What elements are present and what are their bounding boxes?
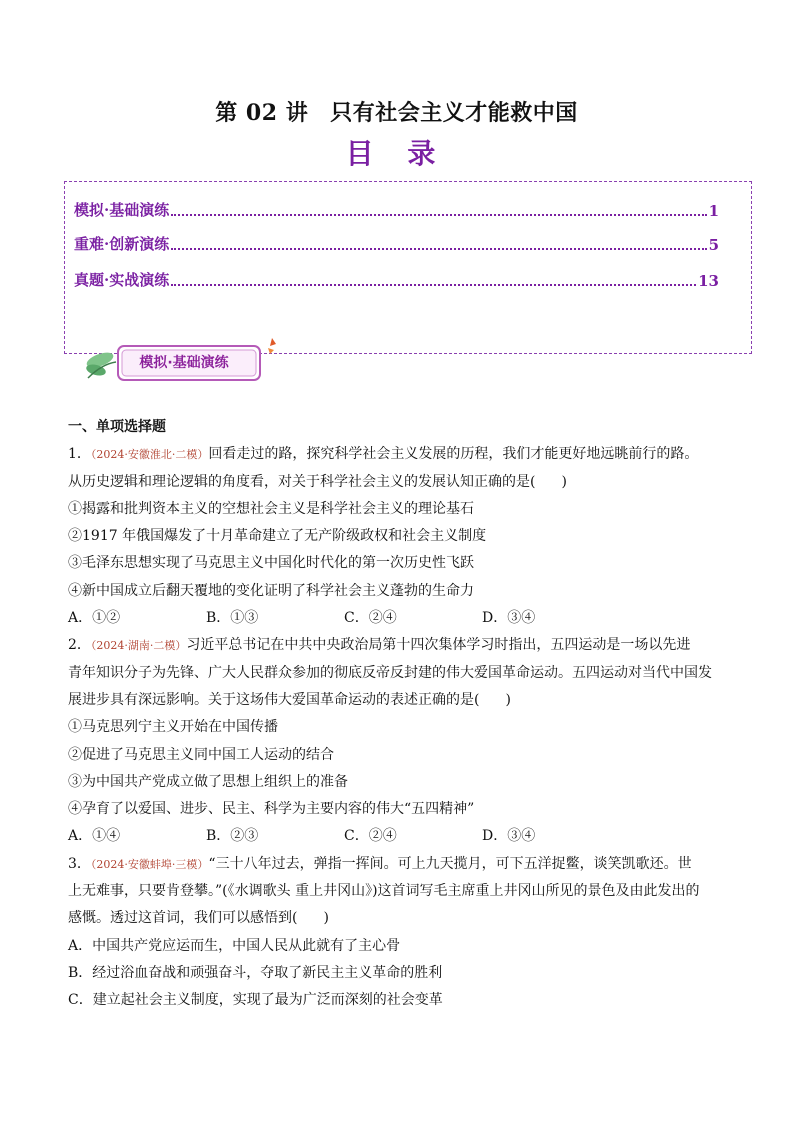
question-stem: 3．（2024·安徽蚌埠·三模）“三十八年过去，弹指一挥间。可上九天揽月，可下五洋捉鳖，谈笑凯歌还。世: [68, 855, 692, 872]
question-stem-cont: 从历史逻辑和理论逻辑的角度看，对关于科学社会主义的发展认知正确的是( ): [68, 473, 567, 490]
section-banner-label: 模拟·基础演练: [139, 355, 229, 371]
spark-icon: [270, 338, 276, 346]
toc-leader-dots: [171, 248, 706, 250]
question-list: [68, 414, 730, 1015]
option-b[interactable]: B．经过浴血奋战和顽强奋斗，夺取了新民主主义革命的胜利: [68, 964, 443, 981]
statement-item: ②促进了马克思主义同中国工人运动的结合: [68, 746, 334, 763]
option-d[interactable]: D．③④: [482, 828, 536, 845]
toc-entry-label: 重难·创新演练: [74, 235, 170, 253]
question-stem-cont: 展进步具有深远影响。关于这场伟大爱国革命运动的表述正确的是( ): [68, 691, 511, 708]
lecture-number: 第 02 讲: [215, 100, 309, 126]
answer-options: [68, 605, 730, 632]
answer-options: [68, 823, 730, 850]
toc-leader-dots: [171, 284, 696, 286]
option-a[interactable]: A．中国共产党应运而生，中国人民从此就有了主心骨: [68, 937, 401, 954]
option-d[interactable]: D．③④: [482, 610, 536, 627]
section-title: 一、单项选择题: [68, 419, 166, 435]
toc-entry-label: 模拟·基础演练: [74, 201, 170, 219]
statement-item: ①马克思列宁主义开始在中国传播: [68, 719, 278, 736]
option-c[interactable]: C．②④: [344, 610, 397, 627]
statement-item: ③毛泽东思想实现了马克思主义中国化时代化的第一次历史性飞跃: [68, 555, 474, 572]
toc-entry-page: 13: [698, 272, 719, 290]
statement-item: ①揭露和批判资本主义的空想社会主义是科学社会主义的理论基石: [68, 500, 474, 517]
statement-item: ④新中国成立后翻天覆地的变化证明了科学社会主义蓬勃的生命力: [68, 582, 474, 599]
toc-entry[interactable]: [74, 268, 719, 290]
toc-heading: 目 录: [345, 137, 448, 170]
question-source: （2024·安徽蚌埠·三模）: [90, 857, 209, 871]
toc-leader-dots: [171, 214, 706, 216]
statement-item: ③为中国共产党成立做了思想上组织上的准备: [68, 773, 348, 790]
leaf-decoration-icon: [85, 350, 116, 378]
question-stem-cont: 青年知识分子为先锋、广大人民群众参加的彻底反帝反封建的伟大爱国革命运动。五四运动对当代中国发: [68, 664, 712, 681]
question-stem-cont: 上无难事，只要肯登攀。”(《水调歌头 重上井冈山》)这首词写毛主席重上井冈山所见的景色及由此发出的: [68, 883, 700, 900]
option-c[interactable]: C．建立起社会主义制度，实现了最为广泛而深刻的社会变革: [68, 992, 443, 1009]
question-stem: 1．（2024·安徽淮北·二模）回看走过的路，探究科学社会主义发展的历程，我们才能更好地远眺前行的路。: [68, 446, 699, 463]
page-title: [0, 96, 793, 127]
option-c[interactable]: C．②④: [344, 828, 397, 845]
statement-item: ②1917 年俄国爆发了十月革命建立了无产阶级政权和社会主义制度: [68, 528, 487, 545]
toc-entry[interactable]: [74, 198, 719, 220]
question-source: （2024·安徽淮北·二模）: [90, 448, 209, 462]
statement-item: ④孕育了以爱国、进步、民主、科学为主要内容的伟大“五四精神”: [68, 801, 475, 818]
question-source: （2024·湖南·二模）: [90, 639, 187, 653]
table-of-contents: [64, 181, 752, 354]
toc-entry-page: 1: [708, 202, 719, 220]
question-stem-cont: 感慨。透过这首词，我们可以感悟到( ): [68, 910, 329, 927]
toc-entry-page: 5: [708, 236, 719, 254]
lecture-title: 只有社会主义才能救中国: [330, 100, 578, 126]
option-a[interactable]: A．①②: [68, 610, 121, 627]
question-stem: 2．（2024·湖南·二模）习近平总书记在中共中央政治局第十四次集体学习时指出，五四运动是一场以先进: [68, 637, 691, 654]
toc-entry-label: 真题·实战演练: [74, 271, 170, 289]
toc-entry[interactable]: [74, 232, 719, 254]
option-b[interactable]: B．②③: [206, 828, 259, 845]
option-b[interactable]: B．①③: [206, 610, 259, 627]
option-a[interactable]: A．①④: [68, 828, 121, 845]
